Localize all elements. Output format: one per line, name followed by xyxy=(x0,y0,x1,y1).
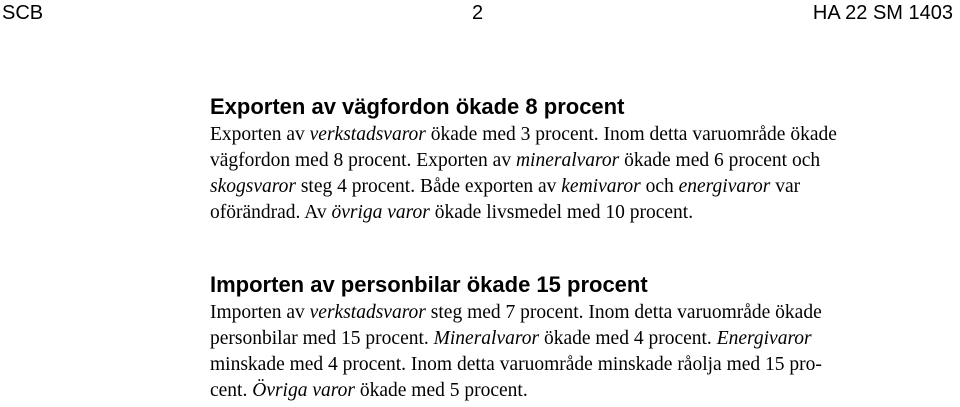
paragraph-line xyxy=(210,326,955,352)
italic-term: kemivaror xyxy=(561,176,641,197)
text-run: var xyxy=(770,176,801,197)
paragraph-line xyxy=(210,378,955,404)
paragraph-line xyxy=(210,200,955,226)
text-run: ökade med 5 procent. xyxy=(354,380,528,401)
text-run: vägfordon med 8 procent. Exporten av xyxy=(210,150,516,171)
text-run: och xyxy=(640,176,679,197)
text-run: minskade med 4 procent. Inom detta varuområde minskade råolja med 15 pro- xyxy=(210,354,822,375)
header-org: SCB xyxy=(2,2,44,24)
italic-term: övriga varor xyxy=(331,202,430,223)
italic-term: Mineralvaror xyxy=(433,328,540,349)
text-run: steg med 7 procent. Inom detta varuområde ökade xyxy=(425,302,822,323)
italic-term: verkstadsvaror xyxy=(309,124,426,145)
paragraph-line xyxy=(210,174,955,200)
section-paragraph xyxy=(210,300,955,404)
italic-term: mineralvaror xyxy=(515,150,620,171)
page-number: 2 xyxy=(472,2,484,24)
text-run: steg 4 procent. Både exporten av xyxy=(295,176,562,197)
text-run: ökade med 3 procent. Inom detta varuområde ökade xyxy=(425,124,837,145)
paragraph-line xyxy=(210,122,955,148)
italic-term: energivaror xyxy=(678,176,771,197)
paragraph-line xyxy=(210,300,955,326)
paragraph-line xyxy=(210,352,955,378)
section-heading: Exporten av vägfordon ökade 8 procent xyxy=(210,94,625,119)
paragraph-line xyxy=(210,148,955,174)
text-run: personbilar med 15 procent. xyxy=(210,328,434,349)
text-run: ökade livsmedel med 10 procent. xyxy=(429,202,694,223)
text-run: Exporten av xyxy=(210,124,310,145)
text-run: oförändrad. Av xyxy=(210,202,332,223)
section-import xyxy=(210,270,955,404)
section-heading: Importen av personbilar ökade 15 procent xyxy=(210,272,648,297)
section-export xyxy=(210,92,955,226)
section-paragraph xyxy=(210,122,955,226)
italic-term: skogsvaror xyxy=(210,176,296,197)
italic-term: Övriga varor xyxy=(252,380,355,401)
italic-term: Energivaror xyxy=(716,328,812,349)
text-run: Importen av xyxy=(210,302,310,323)
page-header xyxy=(0,0,960,30)
italic-term: verkstadsvaror xyxy=(309,302,426,323)
text-run: cent. xyxy=(210,380,253,401)
text-run: ökade med 6 procent och xyxy=(619,150,821,171)
header-report-id: HA 22 SM 1403 xyxy=(812,2,953,24)
text-run: ökade med 4 procent. xyxy=(539,328,717,349)
